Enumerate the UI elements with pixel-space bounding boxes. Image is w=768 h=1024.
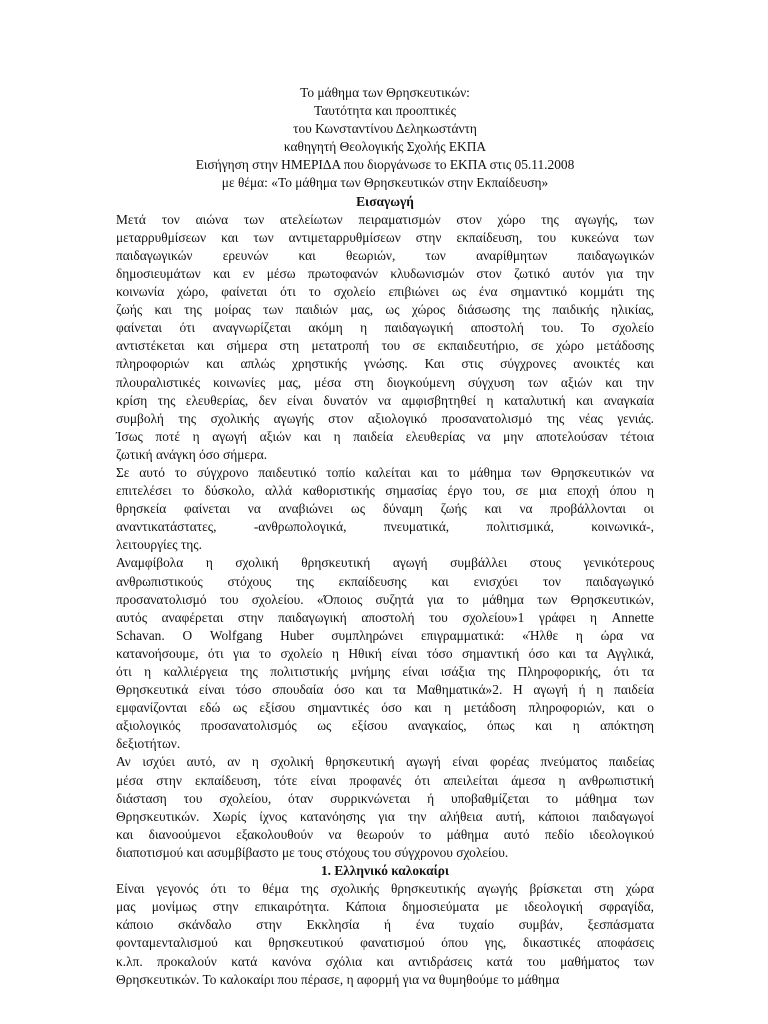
- text-line: ζωής και της μοίρας των παιδιών μας, ως χώρος διάσωσης της παιδικής ηλικίας,: [116, 302, 654, 318]
- text-line: αντιστέκεται και σήμερα στη μετατροπή του σε εκπαιδευτήριο, σε χώρο μετάδοσης: [116, 338, 654, 354]
- paragraph: [116, 554, 654, 753]
- text-line: Είναι γεγονός ότι το θέμα της σχολικής θρησκευτικής αγωγής βρίσκεται στη χώρα: [116, 881, 654, 897]
- text-line: Αν ισχύει αυτό, αν η σχολική θρησκευτική αγωγή είναι φορέας πνεύματος παιδείας: [116, 754, 654, 770]
- document-section: [116, 862, 654, 989]
- event-line: Εισήγηση στην ΗΜΕΡΙΔΑ που διοργάνωσε το ΕΚΠΑ στις 05.11.2008: [195, 157, 575, 173]
- text-line: πλουραλιστικές κοινωνίες μας, μέσα στη διογκούμενη σύγχυση των αξιών και την: [116, 374, 654, 390]
- text-line: αξιολογικός προσανατολισμός ως εξίσου αναγκαίος, όπως και η απόκτηση: [116, 718, 654, 734]
- text-line: κρίση της ελευθερίας, δεν είναι δυνατόν να αμφισβητηθεί η καταλυτική και αναγκαία: [116, 392, 654, 408]
- text-line: ζωτική ανάγκη όσο σήμερα.: [116, 446, 268, 462]
- document-section: [116, 193, 654, 862]
- paragraph: [116, 211, 654, 464]
- text-line: Schavan. Ο Wolfgang Huber συμπληρώνει επιγραμματικά: «Ήλθε η ώρα να: [116, 627, 654, 643]
- text-line: ανθρωπιστικούς στόχους της εκπαίδευσης και ενισχύει τον παιδαγωγικό: [116, 573, 654, 589]
- text-line: μέσα στην εκπαίδευση, τότε είναι προφανές ότι απειλείται άμεσα η ανθρωπιστική: [116, 772, 654, 788]
- text-line: λειτουργίες της.: [116, 537, 202, 553]
- text-line: Μετά τον αιώνα των ατελείωτων πειραματισμών στον χώρο της αγωγής, των: [116, 211, 654, 227]
- text-line: κατανοήσουμε, ότι για το σχολείο η Ηθική είναι τόσο σημαντική όσο και τα Αγγλικά,: [116, 645, 654, 661]
- section-heading: 1. Ελληνικό καλοκαίρι: [320, 863, 450, 879]
- paragraph: [116, 880, 654, 989]
- text-line: συμβολή της σχολικής αγωγής στον αξιολογικό προσανατολισμό της νέας γενιάς.: [116, 410, 654, 426]
- text-line: μας μονίμως στην επικαιρότητα. Κάποια δημοσιεύματα με ιδεολογική σφραγίδα,: [116, 899, 654, 915]
- text-line: Σε αυτό το σύγχρονο παιδευτικό τοπίο καλείται και το μάθημα των Θρησκευτικών να: [116, 464, 654, 480]
- text-line: παιδαγωγικών ερευνών και θεωριών, των αναρίθμητων παιδαγωγικών: [116, 247, 654, 263]
- text-line: διάσταση του σχολείου, όταν συρρικνώνεται ή υποβαθμίζεται το μάθημα των: [116, 790, 654, 806]
- document-subtitle: Ταυτότητα και προοπτικές: [314, 103, 456, 119]
- text-line: εμφανίζονται εδώ ως εξίσου σημαντικές όσο και η μετάδοση πληροφοριών, και ο: [116, 700, 654, 716]
- document-title: Το μάθημα των Θρησκευτικών:: [300, 85, 470, 100]
- text-line: αναντικατάστατες, -ανθρωπολογικά, πνευματικά, πολιτισμικά, κοινωνικά-,: [116, 519, 654, 535]
- text-line: δημοσιευμάτων και εν μέσω πρωτοφανών κλυδωνισμών στον ζωτικό αυτόν για την: [116, 265, 654, 281]
- text-line: φονταμενταλισμού και θρησκευτικού φανατισμού όπου γης, δικαστικές αποφάσεις: [116, 935, 654, 951]
- text-line: κοινωνία χώρο, φαίνεται ότι το σχολείο επιβιώνει ως ένα σημαντικό κομμάτι της: [116, 284, 654, 300]
- paragraph: [116, 753, 654, 862]
- text-line: προσανατολισμό του σχολείου. «Όποιος συζητά για το μάθημα των Θρησκευτικών,: [116, 591, 654, 607]
- text-line: πληροφοριών και απλώς χρηστικής γνώσης. Και στις σύγχρονες ανοικτές και: [116, 356, 654, 372]
- text-line: κάποιο σκάνδαλο στην Εκκλησία ή ένα τυχαίο συμβάν, ξεσπάσματα: [116, 917, 654, 933]
- text-line: Θρησκευτικών. Χωρίς ίχνος κατανόησης για την αλήθεια αυτή, κάποιοι παιδαγωγοί: [116, 808, 654, 824]
- author-affiliation: καθηγητή Θεολογικής Σχολής ΕΚΠΑ: [283, 139, 487, 155]
- text-line: φαίνεται ότι αναγνωρίζεται ακόμη η παιδαγωγική αποστολή του. Το σχολείο: [116, 320, 654, 336]
- section-heading: Εισαγωγή: [356, 193, 414, 209]
- text-line: επιτελέσει το δύσκολο, αλλά καθοριστικής σημασίας έργο του, σε μια εποχή όπου η: [116, 483, 654, 499]
- document-page: [116, 84, 654, 989]
- text-line: και διανοούμενοι εξακολουθούν να θεωρούν το μάθημα αυτό πεδίο ιδεολογικού: [116, 826, 654, 842]
- text-line: Αναμφίβολα η σχολική θρησκευτική αγωγή συμβάλλει στους γενικότερους: [116, 555, 654, 571]
- text-line: διαποτισμού και ασυμβίβαστο με τους στόχους του σύγχρονου σχολείου.: [116, 844, 509, 860]
- text-line: Θρησκευτικά είναι τόσο σπουδαία όσο και τα Μαθηματικά»2. Η αγωγή ή η παιδεία: [116, 682, 654, 698]
- text-line: κ.λπ. προκαλούν κατά κανόνα σχόλια και αντιδράσεις κατά του μαθήματος των: [116, 953, 654, 969]
- text-line: Θρησκευτικών. Το καλοκαίρι που πέρασε, η αφορμή για να θυμηθούμε το μάθημα: [116, 971, 560, 987]
- document-header: [116, 84, 654, 193]
- author-line: του Κωνσταντίνου Δεληκωστάντη: [293, 121, 477, 137]
- document-body: [116, 193, 654, 989]
- paragraph: [116, 464, 654, 554]
- text-line: δεξιοτήτων.: [116, 736, 181, 752]
- text-line: αυτός αναφέρεται στην παιδαγωγική αποστολή του σχολείου»1 γράφει η Annette: [116, 609, 654, 625]
- topic-line: με θέμα: «Το μάθημα των Θρησκευτικών στην Εκπαίδευση»: [221, 175, 549, 191]
- text-line: μεταρρυθμίσεων και των αντιμεταρρυθμίσεων στην εκπαίδευση, του κυκεώνα των: [116, 229, 654, 245]
- text-line: θρησκεία φαίνεται να αναβιώνει ως δύναμη ζωής και να προβάλλονται οι: [116, 501, 654, 517]
- text-line: Ίσως ποτέ η αγωγή αξιών και η παιδεία ελευθερίας να μην αποτελούσαν τέτοια: [116, 428, 654, 444]
- text-line: ότι η καλλιέργεια της πολιτιστικής μνήμης είναι ισάξια της Πληροφορικής, ότι τα: [116, 664, 654, 679]
